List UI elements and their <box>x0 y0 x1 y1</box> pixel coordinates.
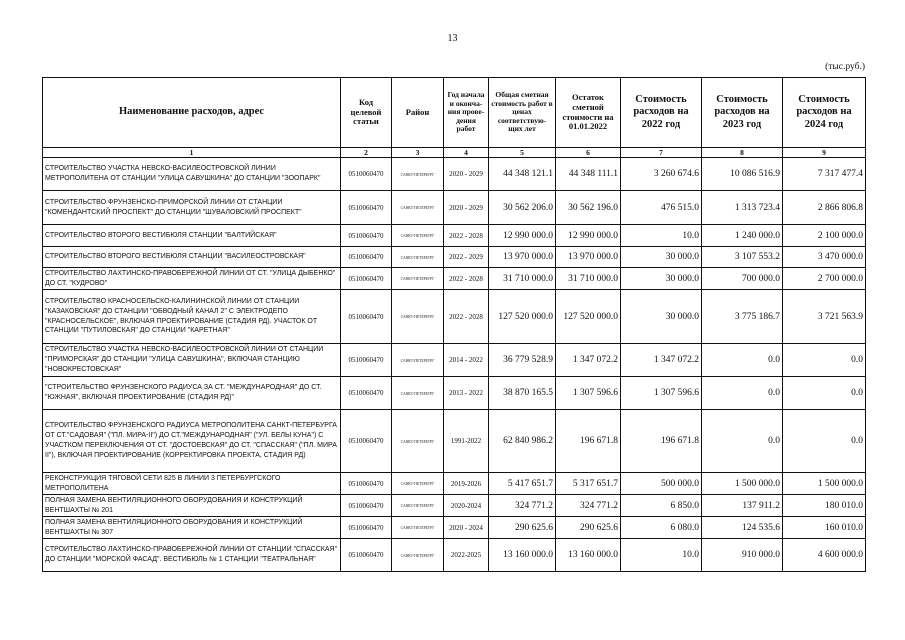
table-header <box>43 78 866 158</box>
table-row <box>43 473 866 495</box>
expense-name: ПОЛНАЯ ЗАМЕНА ВЕНТИЛЯЦИОННОГО ОБОРУДОВАНИЯ И КОНСТРУКЦИЙ ВЕНТШАХТЫ № 201 <box>43 495 341 517</box>
total-cost: 30 562 206.0 <box>489 191 556 225</box>
district: САНКТ-ПЕТЕРБУРГ <box>392 410 444 473</box>
total-cost: 62 840 986.2 <box>489 410 556 473</box>
remainder: 30 562 196.0 <box>556 191 621 225</box>
header-district: Район <box>392 78 444 148</box>
cost-2023: 10 086 516.9 <box>702 158 783 191</box>
cost-2023: 1 240 000.0 <box>702 225 783 247</box>
district: САНКТ-ПЕТЕРБУРГ <box>392 158 444 191</box>
district: САНКТ-ПЕТЕРБУРГ <box>392 517 444 539</box>
district: САНКТ-ПЕТЕРБУРГ <box>392 539 444 572</box>
table-row <box>43 377 866 410</box>
expense-name: СТРОИТЕЛЬСТВО ФРУНЗЕНСКОГО РАДИУСА МЕТРОПОЛИТЕНА САНКТ-ПЕТЕРБУРГА ОТ СТ."САДОВАЯ" ("ПЛ. МИРА-II") ДО СТ."МЕЖДУНАРОДНАЯ" ("УЛ. БЕЛЫ КУНА") С УЧАСТКОМ ПЕРЕКЛЮЧЕНИЯ ОТ СТ. "ДОСТОЕВСКАЯ" ДО СТ. "СПАССКАЯ" ("ПЛ. МИРА II"), ВКЛЮЧАЯ ПРОЕКТИРОВАНИЕ (КОРРЕКТИРОВКА ПРОЕКТА, СТАДИЯ РД) <box>43 410 341 473</box>
expense-name: СТРОИТЕЛЬСТВО ЛАХТИНСКО-ПРАВОБЕРЕЖНОЙ ЛИНИИ ОТ СТ. "УЛИЦА ДЫБЕНКО" ДО СТ. "КУДРОВО" <box>43 268 341 290</box>
expense-name: "СТРОИТЕЛЬСТВО ФРУНЗЕНСКОГО РАДИУСА ЗА СТ. "МЕЖДУНАРОДНАЯ" ДО СТ. "ЮЖНАЯ", ВКЛЮЧАЯ ПРОЕКТИРОВАНИЕ (СТАДИЯ РД)" <box>43 377 341 410</box>
remainder: 13 970 000.0 <box>556 247 621 268</box>
district: САНКТ-ПЕТЕРБУРГ <box>392 495 444 517</box>
column-number: 6 <box>556 148 621 158</box>
cost-2024: 180 010.0 <box>783 495 866 517</box>
cost-2024: 0.0 <box>783 344 866 377</box>
cost-2024: 3 721 563.9 <box>783 290 866 344</box>
cost-2024: 2 100 000.0 <box>783 225 866 247</box>
work-period: 2020 - 2029 <box>444 191 489 225</box>
total-cost: 127 520 000.0 <box>489 290 556 344</box>
target-code: 0510060470 <box>341 377 392 410</box>
target-code: 0510060470 <box>341 268 392 290</box>
header-cost-2024: Стоимость расходов на 2024 год <box>783 78 866 148</box>
work-period: 2020 - 2029 <box>444 158 489 191</box>
cost-2023: 1 313 723.4 <box>702 191 783 225</box>
cost-2022: 10.0 <box>621 225 702 247</box>
remainder: 13 160 000.0 <box>556 539 621 572</box>
district: САНКТ-ПЕТЕРБУРГ <box>392 290 444 344</box>
table-row <box>43 158 866 191</box>
target-code: 0510060470 <box>341 410 392 473</box>
column-number: 1 <box>43 148 341 158</box>
remainder: 196 671.8 <box>556 410 621 473</box>
cost-2022: 30 000.0 <box>621 268 702 290</box>
cost-2023: 0.0 <box>702 410 783 473</box>
expenses-table <box>42 77 866 572</box>
cost-2022: 476 515.0 <box>621 191 702 225</box>
cost-2024: 0.0 <box>783 410 866 473</box>
cost-2024: 0.0 <box>783 377 866 410</box>
district: САНКТ-ПЕТЕРБУРГ <box>392 344 444 377</box>
header-cost-2023: Стоимость расходов на 2023 год <box>702 78 783 148</box>
expense-name: СТРОИТЕЛЬСТВО ВТОРОГО ВЕСТИБЮЛЯ СТАНЦИИ "ВАСИЛЕОСТРОВСКАЯ" <box>43 247 341 268</box>
work-period: 2022 - 2028 <box>444 225 489 247</box>
cost-2023: 0.0 <box>702 377 783 410</box>
cost-2024: 1 500 000.0 <box>783 473 866 495</box>
cost-2023: 124 535.6 <box>702 517 783 539</box>
cost-2023: 0.0 <box>702 344 783 377</box>
cost-2024: 2 700 000.0 <box>783 268 866 290</box>
target-code: 0510060470 <box>341 247 392 268</box>
cost-2022: 500 000.0 <box>621 473 702 495</box>
work-period: 2020-2024 <box>444 495 489 517</box>
table-row <box>43 268 866 290</box>
cost-2022: 6 080.0 <box>621 517 702 539</box>
table-row <box>43 344 866 377</box>
remainder: 31 710 000.0 <box>556 268 621 290</box>
target-code: 0510060470 <box>341 495 392 517</box>
cost-2022: 3 260 674.6 <box>621 158 702 191</box>
target-code: 0510060470 <box>341 344 392 377</box>
expense-name: ПОЛНАЯ ЗАМЕНА ВЕНТИЛЯЦИОННОГО ОБОРУДОВАНИЯ И КОНСТРУКЦИЙ ВЕНТШАХТЫ № 307 <box>43 517 341 539</box>
column-number: 9 <box>783 148 866 158</box>
remainder: 127 520 000.0 <box>556 290 621 344</box>
header-cost-2022: Стоимость расходов на 2022 год <box>621 78 702 148</box>
cost-2024: 3 470 000.0 <box>783 247 866 268</box>
column-number-row <box>43 148 866 158</box>
cost-2022: 6 850.0 <box>621 495 702 517</box>
total-cost: 31 710 000.0 <box>489 268 556 290</box>
cost-2023: 137 911.2 <box>702 495 783 517</box>
district: САНКТ-ПЕТЕРБУРГ <box>392 473 444 495</box>
table-body <box>43 158 866 572</box>
expense-name: РЕКОНСТРУКЦИЯ ТЯГОВОЙ СЕТИ 825 В ЛИНИИ 3 ПЕТЕРБУРГСКОГО МЕТРОПОЛИТЕНА <box>43 473 341 495</box>
column-number: 5 <box>489 148 556 158</box>
cost-2022: 1 307 596.6 <box>621 377 702 410</box>
total-cost: 38 870 165.5 <box>489 377 556 410</box>
table-row <box>43 247 866 268</box>
total-cost: 13 160 000.0 <box>489 539 556 572</box>
target-code: 0510060470 <box>341 539 392 572</box>
work-period: 2022 - 2028 <box>444 268 489 290</box>
remainder: 5 317 651.7 <box>556 473 621 495</box>
header-code: Код целевой статьи <box>341 78 392 148</box>
column-number: 3 <box>392 148 444 158</box>
cost-2023: 3 107 553.2 <box>702 247 783 268</box>
work-period: 1991-2022 <box>444 410 489 473</box>
work-period: 2022-2025 <box>444 539 489 572</box>
work-period: 2019-2026 <box>444 473 489 495</box>
expense-name: СТРОИТЕЛЬСТВО ВТОРОГО ВЕСТИБЮЛЯ СТАНЦИИ "БАЛТИЙСКАЯ" <box>43 225 341 247</box>
column-number: 7 <box>621 148 702 158</box>
cost-2022: 30 000.0 <box>621 290 702 344</box>
work-period: 2022 - 2029 <box>444 247 489 268</box>
total-cost: 324 771.2 <box>489 495 556 517</box>
remainder: 12 990 000.0 <box>556 225 621 247</box>
expense-name: СТРОИТЕЛЬСТВО УЧАСТКА НЕВСКО-ВАСИЛЕОСТРОВСКОЙ ЛИНИИ ОТ СТАНЦИИ "ПРИМОРСКАЯ" ДО СТАНЦИИ "УЛИЦА САВУШКИНА", ВКЛЮЧАЯ СТАНЦИЮ "НОВОКРЕСТОВСКАЯ" <box>43 344 341 377</box>
work-period: 2022 - 2028 <box>444 290 489 344</box>
remainder: 324 771.2 <box>556 495 621 517</box>
expense-name: СТРОИТЕЛЬСТВО КРАСНОСЕЛЬСКО-КАЛИНИНСКОЙ ЛИНИИ ОТ СТАНЦИИ "КАЗАКОВСКАЯ" ДО СТАНЦИИ "ОБВОДНЫЙ КАНАЛ 2" С ЭЛЕКТРОДЕПО "КРАСНОСЕЛЬСКОЕ", ВКЛЮЧАЯ ПРОЕКТИРОВАНИЕ (СТАДИЯ РД). УЧАСТОК ОТ СТАНЦИИ "ПУТИЛОВСКАЯ" ДО СТАНЦИИ "КАРЕТНАЯ" <box>43 290 341 344</box>
district: САНКТ-ПЕТЕРБУРГ <box>392 377 444 410</box>
header-period: Год начала и оконча-ния прове-дения работ <box>444 78 489 148</box>
table-row <box>43 495 866 517</box>
cost-2024: 7 317 477.4 <box>783 158 866 191</box>
total-cost: 36 779 528.9 <box>489 344 556 377</box>
target-code: 0510060470 <box>341 158 392 191</box>
work-period: 2020 - 2024 <box>444 517 489 539</box>
cost-2023: 1 500 000.0 <box>702 473 783 495</box>
table-row <box>43 290 866 344</box>
total-cost: 12 990 000.0 <box>489 225 556 247</box>
target-code: 0510060470 <box>341 290 392 344</box>
target-code: 0510060470 <box>341 191 392 225</box>
column-number: 8 <box>702 148 783 158</box>
remainder: 44 348 111.1 <box>556 158 621 191</box>
table-row <box>43 517 866 539</box>
remainder: 290 625.6 <box>556 517 621 539</box>
cost-2023: 910 000.0 <box>702 539 783 572</box>
remainder: 1 347 072.2 <box>556 344 621 377</box>
table-row <box>43 539 866 572</box>
target-code: 0510060470 <box>341 473 392 495</box>
cost-2023: 700 000.0 <box>702 268 783 290</box>
total-cost: 5 417 651.7 <box>489 473 556 495</box>
total-cost: 44 348 121.1 <box>489 158 556 191</box>
cost-2024: 4 600 000.0 <box>783 539 866 572</box>
cost-2023: 3 775 186.7 <box>702 290 783 344</box>
header-total-cost: Общая сметная стоимость работ в ценах соответствую-щих лет <box>489 78 556 148</box>
table-row <box>43 191 866 225</box>
column-number: 2 <box>341 148 392 158</box>
district: САНКТ-ПЕТЕРБУРГ <box>392 247 444 268</box>
page-number: 13 <box>447 33 458 44</box>
column-number: 4 <box>444 148 489 158</box>
work-period: 2014 - 2022 <box>444 344 489 377</box>
cost-2022: 1 347 072.2 <box>621 344 702 377</box>
expense-name: СТРОИТЕЛЬСТВО ФРУНЗЕНСКО-ПРИМОРСКОЙ ЛИНИИ ОТ СТАНЦИИ "КОМЕНДАНТСКИЙ ПРОСПЕКТ" ДО СТАНЦИИ "ШУВАЛОВСКИЙ ПРОСПЕКТ" <box>43 191 341 225</box>
total-cost: 290 625.6 <box>489 517 556 539</box>
remainder: 1 307 596.6 <box>556 377 621 410</box>
table-row <box>43 225 866 247</box>
cost-2024: 2 866 806.8 <box>783 191 866 225</box>
expense-name: СТРОИТЕЛЬСТВО ЛАХТИНСКО-ПРАВОБЕРЕЖНОЙ ЛИНИИ ОТ СТАНЦИИ "СПАССКАЯ" ДО СТАНЦИИ "МОРСКОЙ ФАСАД". ВЕСТИБЮЛЬ № 1 СТАНЦИИ "ТЕАТРАЛЬНАЯ" <box>43 539 341 572</box>
cost-2024: 160 010.0 <box>783 517 866 539</box>
cost-2022: 30 000.0 <box>621 247 702 268</box>
target-code: 0510060470 <box>341 517 392 539</box>
district: САНКТ-ПЕТЕРБУРГ <box>392 268 444 290</box>
district: САНКТ-ПЕТЕРБУРГ <box>392 191 444 225</box>
cost-2022: 196 671.8 <box>621 410 702 473</box>
header-name: Наименование расходов, адрес <box>43 78 341 148</box>
expense-name: СТРОИТЕЛЬСТВО УЧАСТКА НЕВСКО-ВАСИЛЕОСТРОВСКОЙ ЛИНИИ МЕТРОПОЛИТЕНА ОТ СТАНЦИИ "УЛИЦА САВУШКИНА" ДО СТАНЦИИ "ЗООПАРК" <box>43 158 341 191</box>
cost-2022: 10.0 <box>621 539 702 572</box>
district: САНКТ-ПЕТЕРБУРГ <box>392 225 444 247</box>
unit-note: (тыс.руб.) <box>825 62 865 72</box>
work-period: 2013 - 2022 <box>444 377 489 410</box>
table-row <box>43 410 866 473</box>
total-cost: 13 970 000.0 <box>489 247 556 268</box>
target-code: 0510060470 <box>341 225 392 247</box>
header-remainder: Остаток сметной стоимости на 01.01.2022 <box>556 78 621 148</box>
